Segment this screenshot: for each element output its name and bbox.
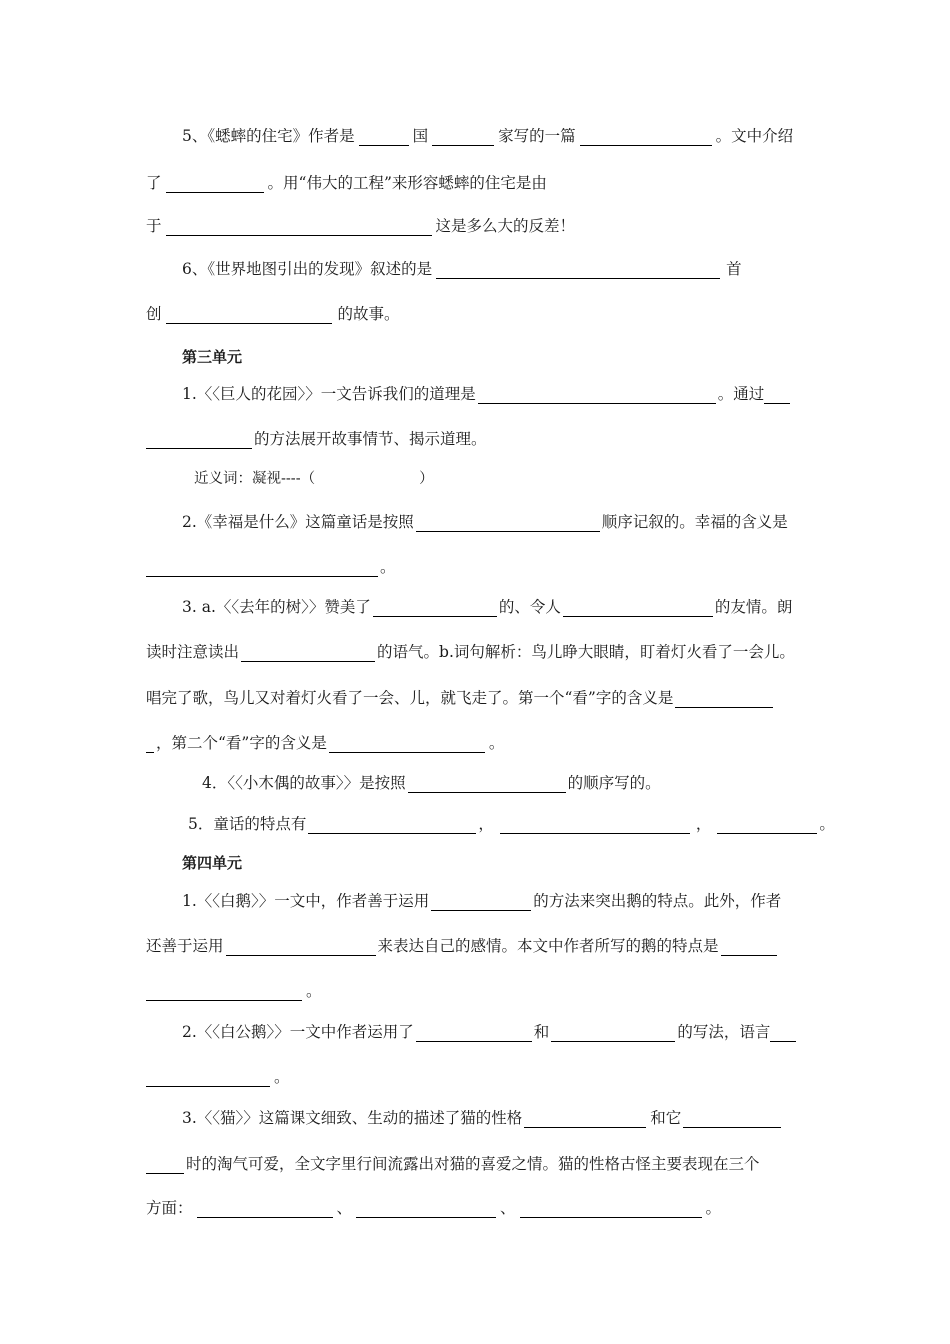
blank-field[interactable] (146, 1069, 270, 1087)
question-text: 首 (726, 260, 742, 278)
question-text: 2.《幸福是什么》这篇童话是按照 (182, 513, 414, 531)
question-line (146, 216, 950, 236)
question-line (182, 384, 950, 404)
question-text: 的方法展开故事情节、揭示道理。 (254, 430, 487, 448)
question-text: 、 (500, 1199, 516, 1217)
blank-field[interactable] (166, 218, 432, 236)
question-line (146, 1154, 950, 1174)
blank-field[interactable] (416, 1024, 532, 1042)
question-text: 了 (146, 174, 162, 192)
question-text: 2.〈〈白公鹅〉〉一文中作者运用了 (182, 1023, 414, 1041)
blank-field[interactable] (524, 1110, 646, 1128)
question-line (146, 733, 950, 753)
question-line (146, 642, 950, 662)
question-line (182, 1022, 950, 1042)
blank-field[interactable] (146, 983, 302, 1001)
question-text: 、 (336, 1199, 353, 1217)
blank-field[interactable] (478, 386, 716, 404)
question-line (146, 557, 950, 577)
question-text: 3.〈〈猫〉〉这篇课文细致、生动的描述了猫的性格 (182, 1109, 523, 1127)
question-text: 的顺序写的。 (567, 774, 661, 792)
question-text: 的方法来突出鹅的特点。此外，作者 (533, 892, 782, 910)
blank-field[interactable] (197, 1200, 333, 1218)
question-text: 于 (146, 217, 162, 235)
question-text: 。用“伟大的工程”来形容蟋蟀的住宅是由 (267, 174, 547, 192)
blank-field[interactable] (764, 386, 790, 404)
blank-field[interactable] (408, 775, 566, 793)
question-text: 顺序记叙的。幸福的含义是 (601, 513, 788, 531)
unit-heading: 第三单元 (182, 348, 243, 366)
blank-field[interactable] (373, 599, 497, 617)
question-text: ，第二个“看”字的含义是 (156, 734, 327, 752)
question-text: 。 (274, 1068, 290, 1086)
question-text: 国 (412, 127, 429, 145)
question-line (146, 304, 950, 324)
question-text: 3. a.〈〈去年的树〉〉赞美了 (182, 598, 371, 616)
blank-field[interactable] (770, 1024, 796, 1042)
question-text: 读时注意读出 (146, 643, 240, 661)
question-text: 的、令人 (498, 598, 561, 616)
question-text: 。通过 (717, 385, 765, 403)
question-text: 6、《世界地图引出的发现》叙述的是 (182, 260, 433, 278)
question-text: 的语气。b.词句解析：鸟儿睁大眼睛，盯着灯火看了一会儿。 (377, 643, 795, 661)
blank-field[interactable] (359, 128, 409, 146)
question-text: 时的淘气可爱，全文字里行间流露出对猫的喜爱之情。猫的性格古怪主要表现在三个 (186, 1155, 760, 1173)
question-line (182, 597, 950, 617)
question-text: 1.〈〈巨人的花园〉〉一文告诉我们的道理是 (182, 385, 476, 403)
question-text: 的故事。 (337, 305, 400, 323)
question-text: 和它 (650, 1109, 682, 1127)
question-text: 4．〈〈小木偶的故事〉〉是按照 (202, 774, 406, 792)
blank-field[interactable] (683, 1110, 781, 1128)
question-text: 。 (488, 734, 505, 752)
blank-field[interactable] (675, 690, 773, 708)
question-line (146, 981, 950, 1001)
question-line (188, 814, 950, 834)
question-text: 的友情。朗 (714, 598, 793, 616)
blank-field[interactable] (432, 128, 494, 146)
blank-field[interactable] (717, 816, 817, 834)
blank-field[interactable] (520, 1200, 702, 1218)
blank-field[interactable] (241, 644, 375, 662)
question-line (182, 126, 950, 146)
question-line (146, 1198, 950, 1218)
blank-field[interactable] (431, 893, 531, 911)
question-text: 。 (306, 982, 322, 1000)
blank-field[interactable] (146, 735, 154, 753)
blank-field[interactable] (721, 938, 777, 956)
question-text: 5、《蟋蟀的住宅》作者是 (182, 127, 355, 145)
blank-field[interactable] (563, 599, 713, 617)
blank-field[interactable] (166, 306, 332, 324)
blank-field[interactable] (416, 514, 600, 532)
question-text: ， (478, 815, 494, 833)
question-text: ） (419, 471, 434, 487)
blank-field[interactable] (146, 431, 252, 449)
question-text: 这是多么大的反差！ (435, 217, 576, 235)
question-text: 。 (819, 815, 835, 833)
blank-field[interactable] (166, 175, 264, 193)
question-text: ， (695, 815, 712, 833)
question-text: 1.〈〈白鹅〉〉一文中，作者善于运用 (182, 892, 430, 910)
question-text: 来表达自己的感情。本文中作者所写的鹅的特点是 (377, 937, 719, 955)
blank-field[interactable] (146, 1156, 184, 1174)
question-line (146, 936, 950, 956)
question-line (182, 891, 950, 911)
blank-field[interactable] (551, 1024, 675, 1042)
question-line (146, 173, 950, 193)
blank-field[interactable] (436, 261, 720, 279)
question-text: 近义词：凝视----（ (194, 471, 316, 487)
question-line (146, 429, 950, 449)
question-line (182, 512, 950, 532)
unit-heading: 第四单元 (182, 854, 243, 872)
blank-field[interactable] (146, 559, 378, 577)
question-text: 。 (705, 1199, 722, 1217)
question-line (146, 688, 950, 708)
question-text: 方面： (146, 1199, 193, 1217)
blank-field[interactable] (356, 1200, 496, 1218)
question-text: 。 (380, 558, 396, 576)
question-text: 还善于运用 (146, 937, 224, 955)
question-text: 5．童话的特点有 (188, 815, 307, 833)
blank-field[interactable] (500, 816, 690, 834)
question-line (146, 1067, 950, 1087)
blank-field[interactable] (580, 128, 712, 146)
blank-field[interactable] (329, 735, 485, 753)
blank-field[interactable] (308, 816, 476, 834)
question-text: 。文中介绍 (715, 127, 794, 145)
question-line (182, 1108, 950, 1128)
question-text: 家写的一篇 (498, 127, 576, 145)
question-text: 和 (533, 1023, 550, 1041)
question-line (202, 773, 950, 793)
question-text: 创 (146, 305, 162, 323)
question-line (182, 259, 950, 279)
question-text: 的写法，语言 (677, 1023, 771, 1041)
question-text: 唱完了歌，鸟儿又对着灯火看了一会、儿，就飞走了。第一个“看”字的含义是 (146, 689, 674, 707)
blank-field[interactable] (226, 938, 376, 956)
question-line (194, 469, 950, 489)
